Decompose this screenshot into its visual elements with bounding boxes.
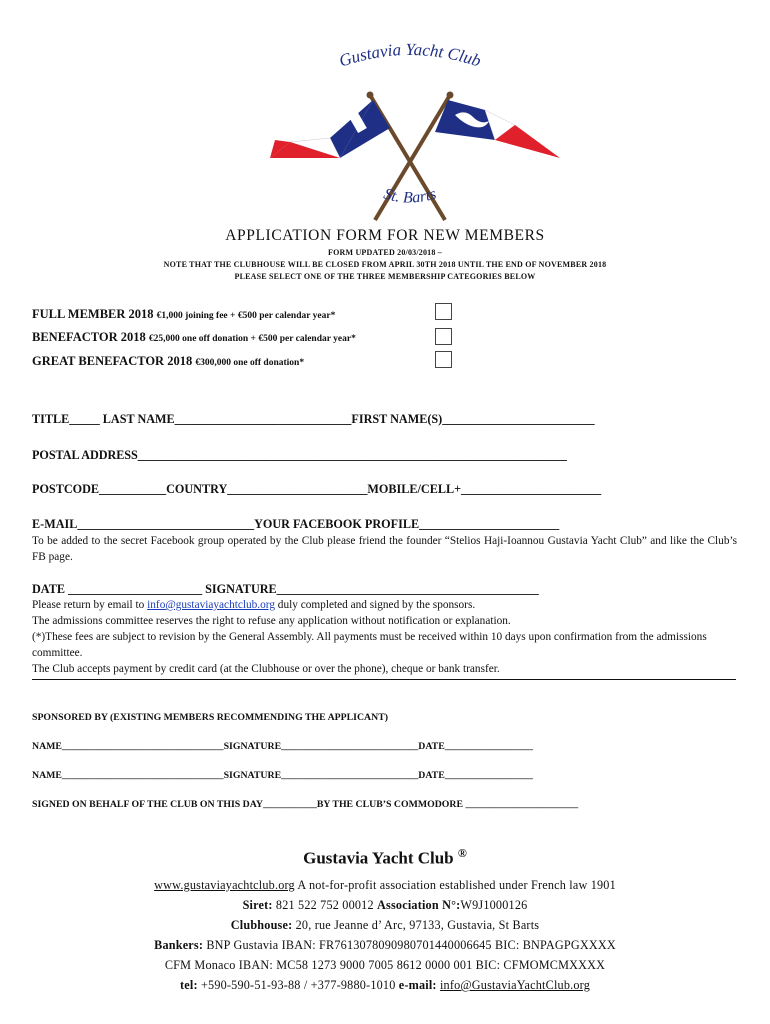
category-fee: €1,000 joining fee + €500 per calendar year* xyxy=(156,311,336,321)
benefactor-checkbox[interactable] xyxy=(435,328,452,345)
email-label: e-mail: xyxy=(398,978,437,992)
return-suffix: duly completed and signed by the sponsors. xyxy=(274,599,476,611)
sponsors-heading: SPONSORED BY (EXISTING MEMBERS RECOMMENDING THE APPLICANT) xyxy=(32,712,388,723)
left-pennant-flag xyxy=(270,100,390,158)
footer-website-line xyxy=(0,878,770,893)
website-suffix: A not-for-profit association established under French law 1901 xyxy=(294,878,616,892)
footer-bankers-line xyxy=(0,938,770,953)
registered-mark: ® xyxy=(457,846,467,860)
select-instruction: PLEASE SELECT ONE OF THE THREE MEMBERSHIP CATEGORIES BELOW xyxy=(234,272,536,281)
svg-text:St. Barts xyxy=(382,186,438,207)
category-name: BENEFACTOR 2018 xyxy=(32,330,146,344)
tel-value: +590-590-51-93-88 / +377-9880-1010 xyxy=(197,978,399,992)
category-name: GREAT BENEFACTOR 2018 xyxy=(32,354,193,368)
club-logo xyxy=(270,40,560,240)
category-name: FULL MEMBER 2018 xyxy=(32,307,154,321)
footer-club-name xyxy=(0,846,770,869)
full-member-checkbox[interactable] xyxy=(435,303,452,320)
footer-siret-line xyxy=(0,898,770,913)
association-label: Association N°: xyxy=(377,898,461,912)
return-email-link[interactable]: info@gustaviayachtclub.org xyxy=(147,599,275,611)
fees-note: (*)These fees are subject to revision by the General Assembly. All payments must be received within 10 days upon confirmation from the admissions committee. xyxy=(32,631,707,659)
bankers-value: BNP Gustavia IBAN: FR7613078090980701440006645 BIC: BNPAGPGXXXX xyxy=(203,938,616,952)
footer-clubhouse-line xyxy=(0,918,770,933)
club-signature-line[interactable]: SIGNED ON BEHALF OF THE CLUB ON THIS DAY___________BY THE CLUB’S COMMODORE _______________________ xyxy=(32,799,579,810)
postcode-country-mobile-line[interactable]: POSTCODE___________COUNTRY_______________________MOBILE/CELL+_______________________ xyxy=(32,482,602,496)
club-name: Gustavia Yacht Club xyxy=(303,848,454,868)
category-great-benefactor xyxy=(32,354,304,369)
form-updated: FORM UPDATED 20/03/2018 – xyxy=(328,248,442,257)
tel-label: tel: xyxy=(180,978,198,992)
category-fee: €300,000 one off donation* xyxy=(195,358,305,368)
admissions-note: The admissions committee reserves the right to refuse any application without notification or explanation. xyxy=(32,615,511,627)
date-signature-line[interactable]: DATE ______________________ SIGNATURE___________________________________________ xyxy=(32,582,539,596)
closure-note: NOTE THAT THE CLUBHOUSE WILL BE CLOSED FROM APRIL 30TH 2018 UNTIL THE END OF NOVEMBER 2018 xyxy=(163,260,607,269)
return-prefix: Please return by email to xyxy=(32,599,148,611)
siret-value: 821 522 752 00012 xyxy=(272,898,378,912)
name-fields-line[interactable]: TITLE_____ LAST NAME_____________________________FIRST NAME(S)_________________________ xyxy=(32,412,595,426)
form-title: APPLICATION FORM FOR NEW MEMBERS xyxy=(225,227,545,244)
facebook-note: To be added to the secret Facebook group operated by the Club please friend the founder “Stelios Haji-Ioannou Gustavia Yacht Club” and like the Club’s FB page. xyxy=(32,535,737,563)
footer-cfm-line: CFM Monaco IBAN: MC58 1273 9000 7005 8612 0000 001 BIC: CFMOMCMXXXX xyxy=(164,958,606,972)
return-instruction xyxy=(32,598,737,614)
clubhouse-value: 20, rue Jeanne d’ Arc, 97133, Gustavia, St Barts xyxy=(292,918,540,932)
website-link[interactable]: www.gustaviayachtclub.org xyxy=(154,878,295,892)
category-benefactor xyxy=(32,330,356,345)
right-pennant-flag xyxy=(435,100,560,158)
category-full-member xyxy=(32,307,335,322)
svg-text:Gustavia Yacht Club xyxy=(337,40,484,71)
association-value: W9J1000126 xyxy=(460,898,528,912)
payment-note: The Club accepts payment by credit card (at the Clubhouse or over the phone), cheque or bank transfer. xyxy=(32,663,500,675)
divider xyxy=(32,679,736,680)
sponsor-line-2[interactable]: NAME_________________________________SIGNATURE____________________________DATE__________________ xyxy=(32,770,533,781)
sponsor-line-1[interactable]: NAME_________________________________SIGNATURE____________________________DATE__________________ xyxy=(32,741,533,752)
logo-top-text: Gustavia Yacht Club xyxy=(336,40,484,71)
bankers-label: Bankers: xyxy=(154,938,204,952)
footer-contact-line xyxy=(0,978,770,993)
category-fee: €25,000 one off donation + €500 per calendar year* xyxy=(148,334,356,344)
siret-label: Siret: xyxy=(242,898,273,912)
footer-email-link[interactable]: info@GustaviaYachtClub.org xyxy=(439,978,590,992)
great-benefactor-checkbox[interactable] xyxy=(435,351,452,368)
clubhouse-label: Clubhouse: xyxy=(230,918,293,932)
logo-bottom-text: St. Barts xyxy=(381,185,439,207)
postal-address-line[interactable]: POSTAL ADDRESS_______________________________________________________________________ xyxy=(32,448,567,462)
email-facebook-line[interactable]: E-MAIL_____________________________YOUR FACEBOOK PROFILE_______________________ xyxy=(32,517,560,531)
